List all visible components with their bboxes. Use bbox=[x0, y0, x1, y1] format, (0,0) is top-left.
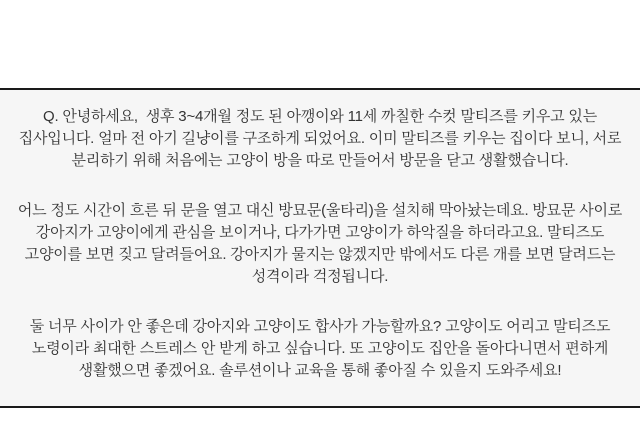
question-paragraph-3: 둘 너무 사이가 안 좋은데 강아지와 고양이도 합사가 가능할까요? 고양이도 어리고 말티즈도 노령이라 최대한 스트레스 안 받게 하고 싶습니다. 또 고양이도 집안을 돌아다니면서 편하게 생활했으면 좋겠어요. 솔루션이나 교육을 통해 좋아질 수 있을지 도와주세요! bbox=[29, 318, 615, 379]
question-paragraph-2: 어느 정도 시간이 흐른 뒤 문을 열고 대신 방묘문(울타리)을 설치해 막아놨는데요. 방묘문 사이로 강아지가 고양이에게 관심을 보이거나, 다가가면 고양이가 하악질을 하더라고요. 말티즈도 고양이를 보면 짖고 달려들어요. 강아지가 물지는 않겠지만 밖에서도 다른 개를 보면 달려드는 성격이라 걱정됩니다. bbox=[17, 202, 627, 285]
question-paragraph-1: Q. 안녕하세요, 생후 3~4개월 정도 된 아깽이와 11세 까칠한 수컷 말티즈를 키우고 있는 집사입니다. 얼마 전 아기 길냥이를 구조하게 되었어요. 이미 말티즈를 키우는 집이다 보니, 서로 분리하기 위해 처음에는 고양이 방을 따로 만들어서 방문을 닫고 생활했습니다. bbox=[18, 108, 626, 169]
question-text-section bbox=[0, 88, 640, 408]
top-whitespace bbox=[0, 0, 640, 88]
bottom-whitespace bbox=[0, 408, 640, 441]
